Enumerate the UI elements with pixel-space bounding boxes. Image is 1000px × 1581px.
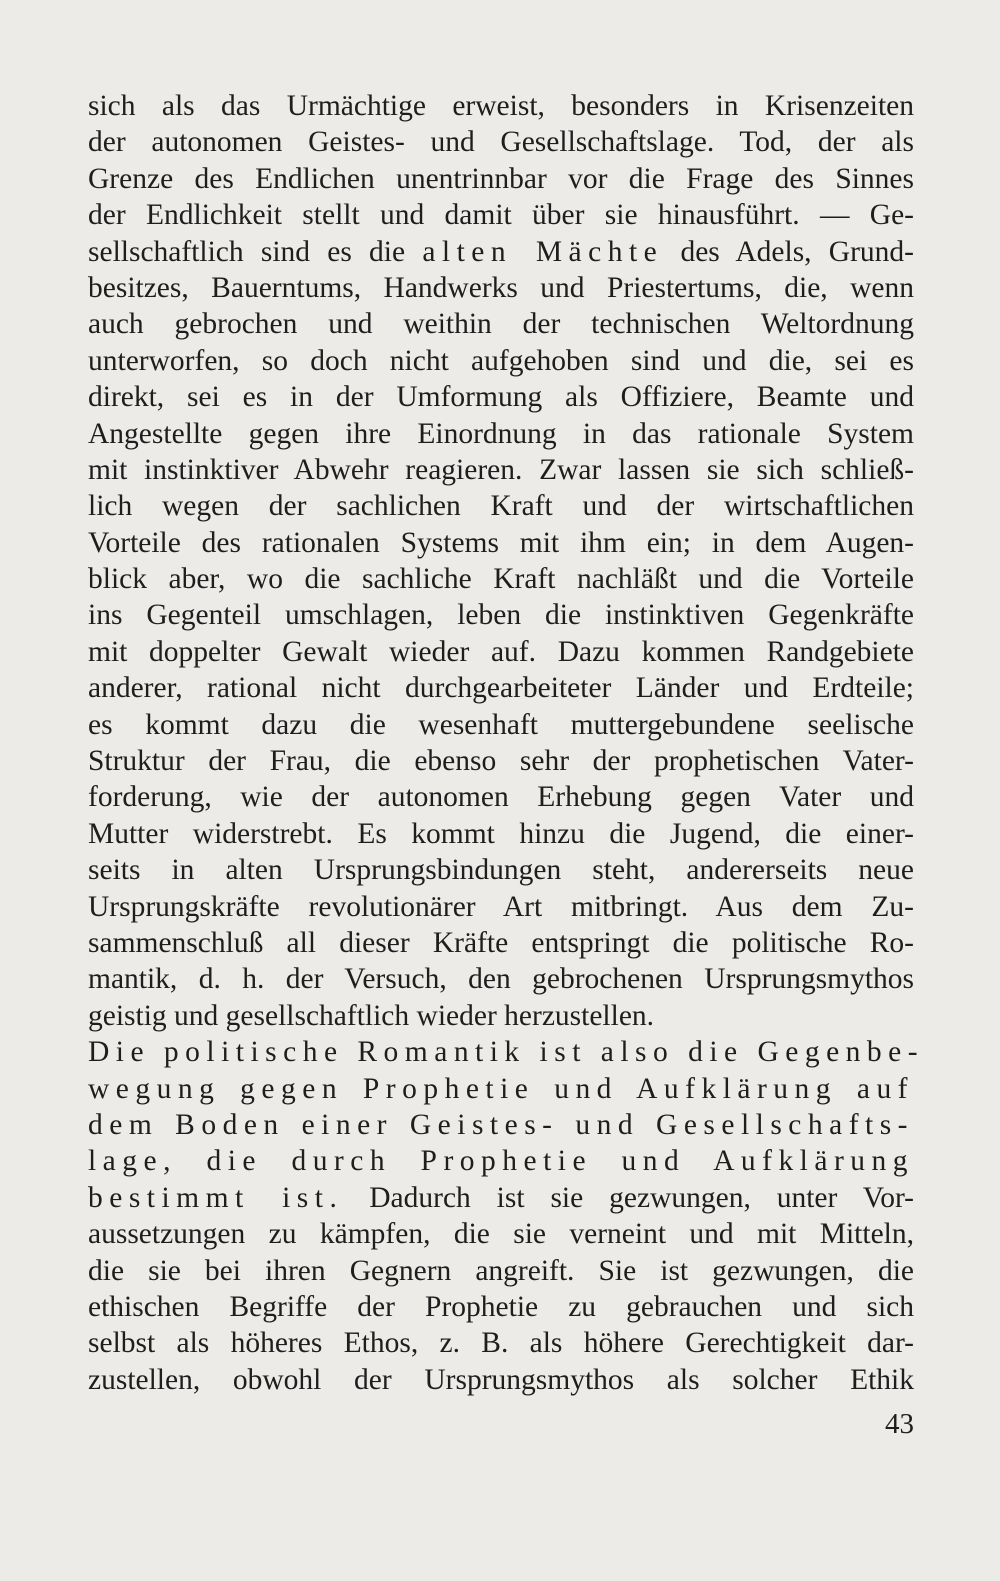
text-run: des Adels, Grund- [663, 235, 914, 268]
text-run: sellschaftlich sind es die [88, 235, 423, 268]
text-line: zustellen, obwohl der Ursprungsmythos als solcher Ethik [88, 1363, 914, 1396]
text-line: auch gebrochen und weithin der technischen Weltordnung [88, 308, 914, 341]
text-line: sich als das Urmächtige erweist, besonders in Krisenzeiten [88, 90, 914, 122]
text-line: mit doppelter Gewalt wieder auf. Dazu kommen Randgebiete [88, 635, 914, 668]
page-number: 43 [885, 1408, 914, 1440]
text-line: der Endlichkeit stellt und damit über sie hinausführt. — Ge- [88, 199, 914, 232]
text-line: blick aber, wo die sachliche Kraft nachläßt und die Vorteile [88, 563, 914, 596]
text-line: unterworfen, so doch nicht aufgehoben sind und die, sei es [88, 344, 914, 377]
text-line: direkt, sei es in der Umformung als Offiziere, Beamte und [88, 381, 914, 414]
text-line [88, 1180, 914, 1216]
text-line: es kommt dazu die wesenhaft muttergebundene seelische [88, 708, 914, 741]
text-line: ethischen Begriffe der Prophetie zu gebrauchen und sich [88, 1290, 914, 1323]
emphasized-phrase: bestimmt ist. [88, 1181, 344, 1214]
text-line: Vorteile des rationalen Systems mit ihm ein; in dem Augen- [88, 526, 914, 559]
text-line: der autonomen Geistes- und Gesellschaftslage. Tod, der als [88, 126, 914, 159]
text-line: anderer, rational nicht durchgearbeiteter Länder und Erdteile; [88, 672, 914, 705]
text-line: ins Gegenteil umschlagen, leben die instinktiven Gegenkräfte [88, 599, 914, 632]
text-line [88, 234, 914, 270]
text-line: besitzes, Bauerntums, Handwerks und Priestertums, die, wenn [88, 271, 914, 304]
paragraph-end-line: geistig und gesellschaftlich wieder herzustellen. [88, 999, 655, 1032]
emphasized-line: lage, die durch Prophetie und Aufklärung [88, 1145, 914, 1178]
text-line: lich wegen der sachlichen Kraft und der wirtschaftlichen [88, 490, 914, 523]
text-line: Grenze des Endlichen unentrinnbar vor die Frage des Sinnes [88, 162, 914, 195]
text-line: Angestellte gegen ihre Einordnung in das rationale System [88, 417, 914, 450]
text-line: aussetzungen zu kämpfen, die sie verneint und mit Mitteln, [88, 1218, 914, 1251]
text-line: die sie bei ihren Gegnern angreift. Sie ist gezwungen, die [88, 1254, 914, 1287]
text-line: sammenschluß all dieser Kräfte entspringt die politische Ro- [88, 926, 914, 959]
emphasized-line: dem Boden einer Geistes- und Gesellschafts- [88, 1108, 914, 1141]
body-text [88, 88, 925, 1398]
text-line: Struktur der Frau, die ebenso sehr der prophetischen Vater- [88, 745, 914, 778]
emphasized-line: Die politische Romantik ist also die Gegenbe- [88, 1036, 925, 1069]
text-line: mit instinktiver Abwehr reagieren. Zwar lassen sie sich schließ- [88, 453, 914, 486]
text-line: Mutter widerstrebt. Es kommt hinzu die Jugend, die einer- [88, 817, 914, 850]
text-run: Dadurch ist sie gezwungen, unter Vor- [343, 1181, 915, 1214]
text-line: mantik, d. h. der Versuch, den gebrochenen Ursprungsmythos [88, 963, 914, 996]
emphasized-line: wegung gegen Prophetie und Aufklärung auf [88, 1072, 914, 1105]
text-line: forderung, wie der autonomen Erhebung gegen Vater und [88, 781, 914, 814]
text-line: Ursprungskräfte revolutionärer Art mitbringt. Aus dem Zu- [88, 890, 914, 923]
text-line: seits in alten Ursprungsbindungen steht, andererseits neue [88, 854, 914, 887]
emphasized-phrase: alten Mächte [422, 235, 664, 268]
text-line: selbst als höheres Ethos, z. B. als höhere Gerechtigkeit dar- [88, 1327, 914, 1360]
